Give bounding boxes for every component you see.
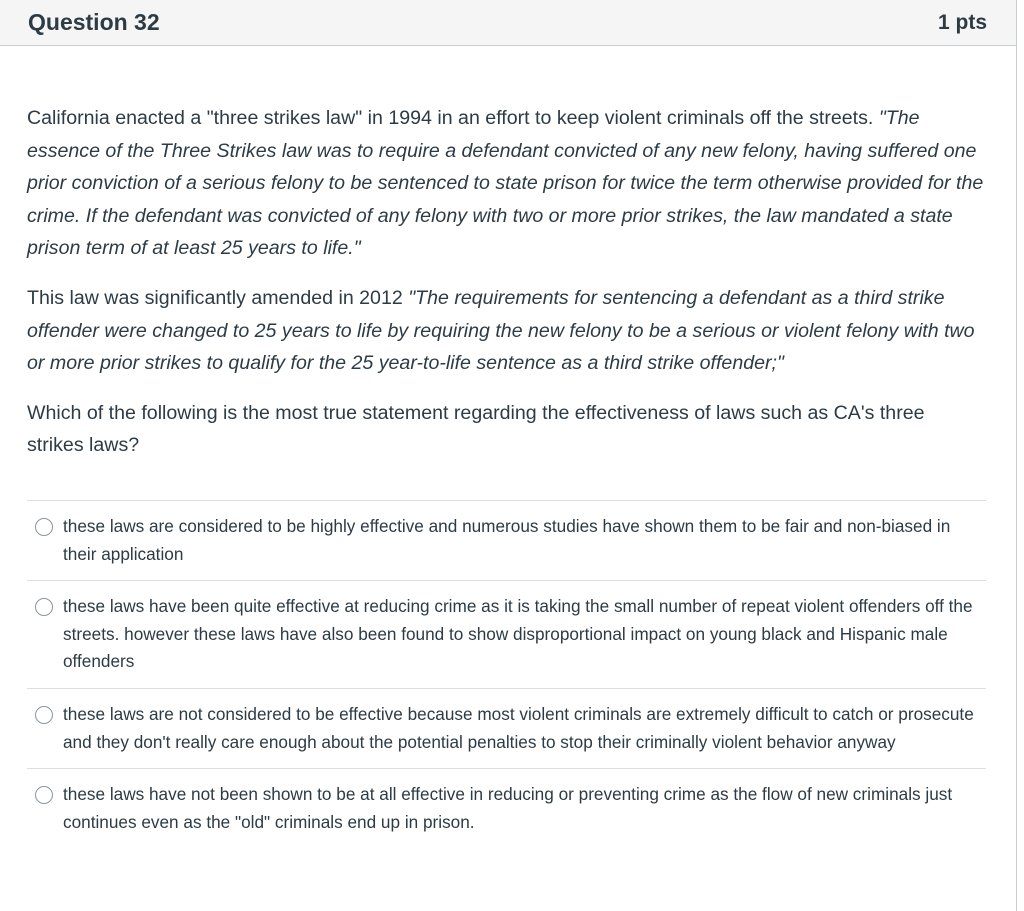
question-header: [0, 0, 1016, 46]
paragraph-1-intro: California enacted a "three strikes law" in 1994 in an effort to keep violent criminals off the streets.: [27, 107, 879, 129]
answer-list: [27, 500, 986, 848]
radio-button-icon[interactable]: [35, 706, 53, 724]
answer-option-3[interactable]: [27, 689, 986, 769]
paragraph-2-quote: "The requirements for sentencing a defendant as a third strike offender were changed to 25 years to life by requiring the new felony to be a serious or violent felony with two or more prior strikes to qualify for the 25 year-to-life sentence as a third strike offender;": [27, 286, 975, 375]
radio-button-icon[interactable]: [35, 518, 53, 536]
question-points: 1 pts: [937, 10, 987, 34]
paragraph-1-quote: "The essence of the Three Strikes law was to require a defendant convicted of any new felony, having suffered one prior conviction of a serious felony to be sentenced to state prison for twice the term otherwise provided for the crime. If the defendant was convicted of any felony with two or more prior strikes, the law mandated a state prison term of at least 25 years to life.": [27, 107, 984, 260]
paragraph-2-intro: This law was significantly amended in 2012: [27, 286, 409, 309]
answer-option-2[interactable]: [27, 581, 986, 689]
radio-button-icon[interactable]: [35, 786, 53, 804]
answer-option-4[interactable]: [27, 769, 986, 848]
question-body: [0, 46, 1016, 848]
answer-label[interactable]: these laws have not been shown to be at all effective in reducing or preventing crime as the flow of new criminals just continues even as the "old" criminals end up in prison.: [63, 784, 953, 832]
answer-label[interactable]: these laws are considered to be highly effective and numerous studies have shown them to be fair and non-biased in their application: [63, 515, 951, 564]
question-title: Question 32: [28, 9, 160, 35]
answer-label[interactable]: these laws have been quite effective at reducing crime as it is taking the small number of repeat violent offenders off the streets. however these laws have also been found to show disproportional impact on young black and Hispanic male offenders: [63, 596, 973, 672]
question-prompt: Which of the following is the most true statement regarding the effectiveness of laws such as CA's three strikes laws?: [27, 401, 925, 457]
answer-label[interactable]: these laws are not considered to be effective because most violent criminals are extremely difficult to catch or prosecute and they don't really care enough about the potential penalties to stop their criminally violent behavior anyway: [63, 703, 974, 752]
question-paragraph-1: [27, 102, 986, 265]
question-paragraph-2: [27, 282, 986, 380]
answer-option-1[interactable]: [27, 501, 986, 581]
radio-button-icon[interactable]: [35, 598, 53, 616]
